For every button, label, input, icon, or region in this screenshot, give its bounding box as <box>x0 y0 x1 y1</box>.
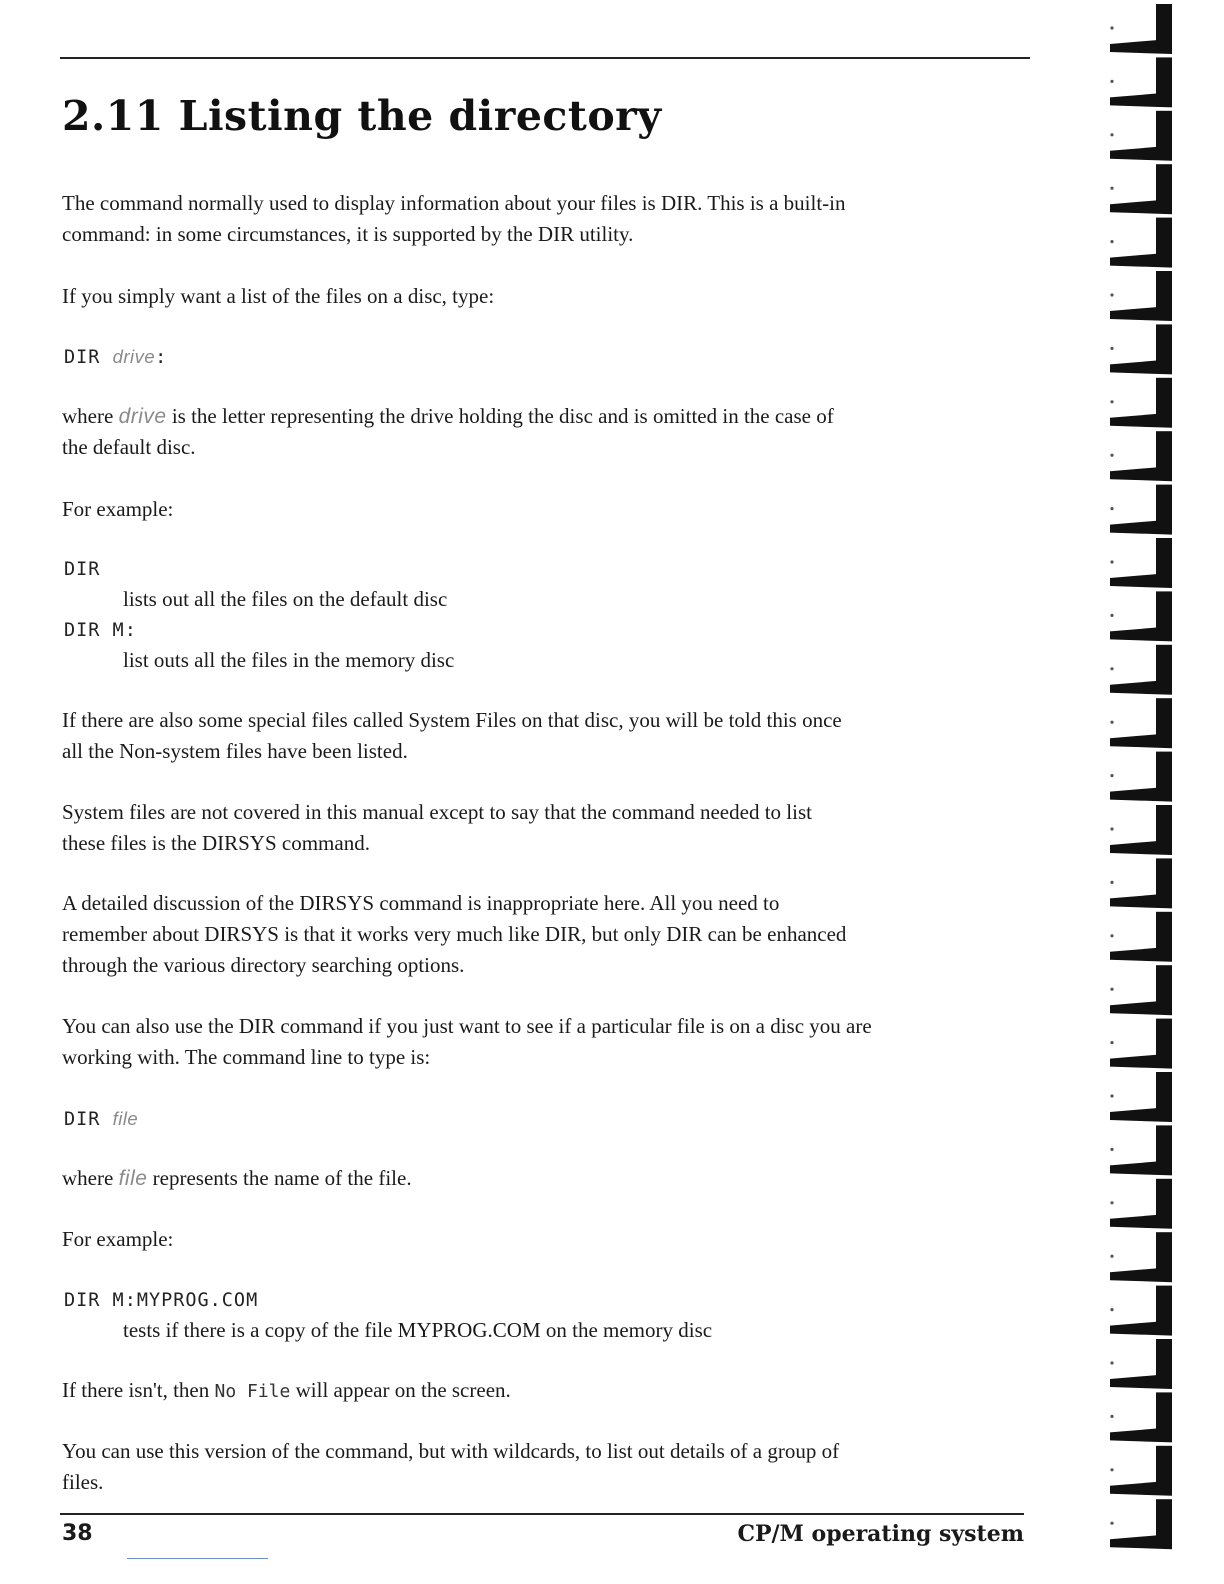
binding-ring <box>1110 218 1172 268</box>
binding-ring <box>1110 858 1172 908</box>
para-no-file <box>62 1375 1030 1407</box>
binding-ring <box>1110 591 1172 641</box>
binding-ring <box>1110 431 1172 481</box>
text-appear: will appear on the screen. <box>295 1378 511 1402</box>
code-arg-drive: drive <box>112 346 156 367</box>
code-dir-file <box>64 1103 138 1135</box>
example-dir-m-desc: list outs all the files in the memory disc <box>123 648 455 672</box>
page-number: 38 <box>62 1521 93 1546</box>
binding-ring <box>1110 485 1172 535</box>
para-intro-line1: The command normally used to display information about your files is DIR. This is a built-in <box>62 191 846 215</box>
text-drive-desc: is the letter representing the drive holding the disc and is omitted in the case of <box>171 404 834 428</box>
para-particular-file-line1: You can also use the DIR command if you just want to see if a particular file is on a disc you are <box>62 1014 872 1038</box>
text-where: where <box>62 1166 114 1190</box>
binding-ring <box>1110 378 1172 428</box>
binding-ring <box>1110 324 1172 374</box>
blue-underline-mark <box>127 1558 268 1559</box>
text-where: where <box>62 404 114 428</box>
para-where-drive <box>62 401 1030 432</box>
para-where-drive-line2: the default disc. <box>62 435 196 459</box>
binding-ring <box>1110 164 1172 214</box>
para-where-file <box>62 1163 1030 1194</box>
para-discussion-line1: A detailed discussion of the DIRSYS command is inappropriate here. All you need to <box>62 891 780 915</box>
inline-no-file: No File <box>214 1381 291 1402</box>
binding-ring <box>1110 1125 1172 1175</box>
binding-ring <box>1110 57 1172 107</box>
example-dir-desc: lists out all the files on the default disc <box>123 587 448 611</box>
para-particular-file-line2: working with. The command line to type is: <box>62 1045 431 1069</box>
text-if-not: If there isn't, then <box>62 1378 210 1402</box>
binding-ring <box>1110 698 1172 748</box>
example-dir-m-code: DIR M: <box>64 620 137 641</box>
binding-ring <box>1110 965 1172 1015</box>
para-for-example-1: For example: <box>62 497 174 521</box>
binding-ring <box>1110 1072 1172 1122</box>
para-dirsys-line2: these files is the DIRSYS command. <box>62 831 370 855</box>
text-file-desc: represents the name of the file. <box>152 1166 412 1190</box>
example-myprog-code: DIR M:MYPROG.COM <box>64 1290 259 1311</box>
binding-ring <box>1110 1286 1172 1336</box>
binding-ring <box>1110 752 1172 802</box>
binding-ring <box>1110 4 1172 54</box>
binding-ring <box>1110 1339 1172 1389</box>
para-wildcards-line2: files. <box>62 1470 104 1494</box>
binding-ring <box>1110 805 1172 855</box>
section-heading: 2.11 Listing the directory <box>62 92 662 140</box>
para-simple-list: If you simply want a list of the files on a disc, type: <box>62 284 495 308</box>
para-dirsys-line1: System files are not covered in this manual except to say that the command needed to list <box>62 800 812 824</box>
binding-ring <box>1110 1019 1172 1069</box>
spiral-binding <box>1100 0 1224 1584</box>
binding-ring <box>1110 1446 1172 1496</box>
binding-ring <box>1110 645 1172 695</box>
para-system-files-line1: If there are also some special files called System Files on that disc, you will be told this once <box>62 708 842 732</box>
binding-ring <box>1110 111 1172 161</box>
para-discussion-line3: through the various directory searching options. <box>62 953 465 977</box>
example-dir-code: DIR <box>64 559 101 580</box>
code-cmd: DIR <box>64 347 101 368</box>
inline-arg-file: file <box>118 1167 148 1190</box>
binding-ring <box>1110 538 1172 588</box>
binding-ring <box>1110 271 1172 321</box>
code-colon: : <box>155 347 168 368</box>
footer-title: CP/M operating system <box>737 1521 1024 1547</box>
para-intro-line2: command: in some circumstances, it is supported by the DIR utility. <box>62 222 634 246</box>
code-dir-drive <box>64 341 167 373</box>
binding-ring <box>1110 912 1172 962</box>
binding-ring <box>1110 1499 1172 1549</box>
para-system-files-line2: all the Non-system files have been listed. <box>62 739 408 763</box>
binding-ring <box>1110 1179 1172 1229</box>
code-arg-file: file <box>112 1108 139 1129</box>
code-cmd: DIR <box>64 1109 101 1130</box>
para-wildcards-line1: You can use this version of the command, but with wildcards, to list out details of a group of <box>62 1439 840 1463</box>
binding-ring <box>1110 1392 1172 1442</box>
example-myprog-desc: tests if there is a copy of the file MYPROG.COM on the memory disc <box>123 1318 713 1342</box>
para-discussion-line2: remember about DIRSYS is that it works very much like DIR, but only DIR can be enhanced <box>62 922 847 946</box>
binding-ring <box>1110 1232 1172 1282</box>
top-rule <box>60 57 1030 59</box>
para-for-example-2: For example: <box>62 1227 174 1251</box>
bottom-rule <box>60 1513 1024 1515</box>
inline-arg-drive: drive <box>118 405 167 428</box>
